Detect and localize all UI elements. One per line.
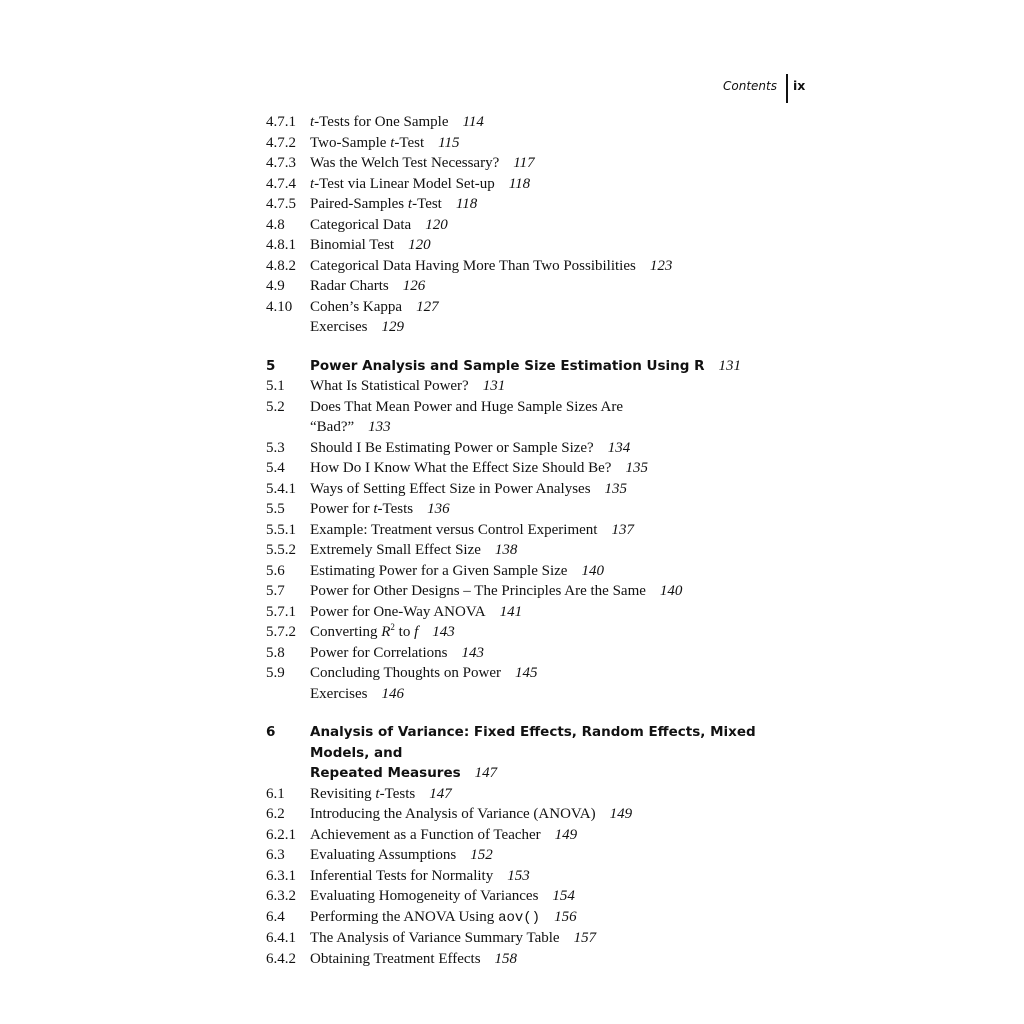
toc-entry-5-exercises[interactable] bbox=[266, 684, 786, 705]
toc-entry-6-4-2[interactable] bbox=[266, 949, 786, 970]
title-part: “Bad?” bbox=[310, 419, 355, 435]
toc-entry-number: 6.4.2 bbox=[266, 950, 296, 967]
toc-entry-title bbox=[310, 825, 786, 846]
toc-entry-5-7-1[interactable] bbox=[266, 602, 786, 623]
running-head-section: Contents bbox=[723, 79, 777, 93]
toc-entry-number: 4.10 bbox=[266, 298, 293, 315]
title-part: Paired-Samples bbox=[310, 196, 408, 212]
title-part: Binomial Test bbox=[310, 237, 395, 253]
title-part: Concluding Thoughts on Power bbox=[310, 665, 501, 681]
toc-entry-4-7-4[interactable] bbox=[266, 174, 786, 195]
toc-entry-number: 5.7.2 bbox=[266, 624, 296, 640]
toc-entry-title bbox=[310, 520, 786, 541]
toc-entry-6-4-1[interactable] bbox=[266, 928, 786, 949]
toc-entry-number: 6.1 bbox=[266, 785, 285, 802]
toc-entry-4-7-3[interactable] bbox=[266, 153, 786, 174]
toc-entry-page: 156 bbox=[554, 908, 577, 925]
toc-entry-number: 4.8.2 bbox=[266, 257, 296, 274]
title-part: Exercises bbox=[310, 319, 368, 335]
toc-entry-title bbox=[310, 784, 786, 805]
toc-entry-page: 127 bbox=[416, 298, 439, 315]
title-part: -Test bbox=[412, 196, 442, 212]
toc-entry-title bbox=[310, 215, 786, 236]
toc-entry-page: 149 bbox=[609, 806, 633, 822]
toc-entry-page: 141 bbox=[499, 603, 523, 620]
toc-entry-page: 129 bbox=[381, 319, 404, 335]
toc-entry-5-8[interactable] bbox=[266, 643, 786, 664]
title-part: Analysis of Variance: Fixed Effects, Random Effects, Mixed Models, and bbox=[310, 724, 756, 761]
toc-entry-title bbox=[310, 643, 786, 664]
toc-entry-page: 145 bbox=[514, 665, 538, 681]
toc-entry-page: 143 bbox=[432, 624, 455, 640]
toc-entry-6-4[interactable] bbox=[266, 907, 786, 929]
toc-entry-6-2[interactable] bbox=[266, 804, 786, 825]
toc-entry-page: 115 bbox=[438, 134, 460, 151]
toc-entry-page: 118 bbox=[508, 175, 531, 192]
toc-entry-title bbox=[310, 112, 786, 133]
title-part: Achievement as a Function of Teacher bbox=[310, 826, 541, 843]
toc-entry-4-8-2[interactable] bbox=[266, 256, 786, 277]
running-head-rule bbox=[786, 74, 788, 103]
title-part: Introducing the Analysis of Variance (ANOVA) bbox=[310, 806, 596, 822]
toc-entry-page: 157 bbox=[573, 930, 597, 946]
toc-entry-number: 6.2 bbox=[266, 806, 285, 822]
title-part: t bbox=[373, 501, 378, 517]
toc-entry-page: 131 bbox=[718, 357, 742, 374]
toc-entry-title bbox=[310, 845, 786, 866]
toc-entry-title bbox=[310, 684, 786, 705]
toc-entry-number: 6.4 bbox=[266, 908, 285, 925]
toc-entry-number: 5.7.1 bbox=[266, 603, 296, 620]
toc-entry-5-5-1[interactable] bbox=[266, 520, 786, 541]
toc-entry-number: 5.5.2 bbox=[266, 542, 296, 558]
toc-entry-4-7-1[interactable] bbox=[266, 112, 786, 133]
title-part: Inferential Tests for Normality bbox=[310, 867, 494, 884]
title-part: The Analysis of Variance Summary Table bbox=[310, 930, 560, 946]
toc-entry-number: 4.8 bbox=[266, 216, 285, 233]
title-part: Exercises bbox=[310, 685, 368, 702]
toc-entry-6-1[interactable] bbox=[266, 784, 786, 805]
title-part: Obtaining Treatment Effects bbox=[310, 950, 481, 967]
toc-entry-5-4-1[interactable] bbox=[266, 479, 786, 500]
title-part: t bbox=[390, 134, 395, 151]
toc-entry-number: 6.4.1 bbox=[266, 930, 296, 946]
running-head bbox=[700, 74, 804, 104]
title-part: Should I Be Estimating Power or Sample Size? bbox=[310, 439, 594, 456]
toc-entry-title bbox=[310, 663, 786, 684]
toc-entry-number: 5.5 bbox=[266, 501, 285, 517]
title-part: t bbox=[375, 785, 380, 802]
title-part: f bbox=[414, 624, 419, 640]
toc-entry-title bbox=[310, 928, 786, 949]
toc-entry-title bbox=[310, 804, 786, 825]
toc-entry-page: 147 bbox=[429, 785, 452, 802]
toc-entry-title bbox=[310, 622, 786, 643]
toc-entry-page: 131 bbox=[482, 378, 506, 394]
toc-entry-page: 138 bbox=[494, 542, 518, 558]
toc-entry-title bbox=[310, 153, 786, 174]
title-part: Example: Treatment versus Control Experiment bbox=[310, 521, 598, 538]
table-of-contents bbox=[266, 112, 786, 969]
toc-entry-6-3[interactable] bbox=[266, 845, 786, 866]
title-part: -Tests for One Sample bbox=[314, 114, 449, 130]
toc-entry-title bbox=[310, 256, 786, 277]
toc-entry-number: 6.3.1 bbox=[266, 867, 296, 884]
toc-entry-page: 135 bbox=[604, 480, 628, 497]
toc-entry-number: 4.9 bbox=[266, 278, 285, 294]
title-part: Cohen’s Kappa bbox=[310, 298, 403, 315]
toc-entry-page: 120 bbox=[408, 237, 431, 253]
title-part: to bbox=[394, 624, 415, 640]
toc-entry-5-7[interactable] bbox=[266, 581, 786, 602]
title-part: Repeated Measures bbox=[310, 765, 461, 781]
toc-entry-title bbox=[310, 866, 786, 887]
toc-entry-number: 5.3 bbox=[266, 439, 285, 456]
toc-entry-4-10[interactable] bbox=[266, 297, 786, 318]
title-part: Power Analysis and Sample Size Estimation Using R bbox=[310, 357, 705, 374]
toc-entry-6-3-1[interactable] bbox=[266, 866, 786, 887]
toc-entry-5-1[interactable] bbox=[266, 376, 786, 397]
toc-entry-number: 5.9 bbox=[266, 665, 285, 681]
toc-entry-title bbox=[310, 194, 786, 215]
toc-chapter-5[interactable] bbox=[266, 356, 786, 377]
toc-entry-title bbox=[310, 133, 786, 154]
toc-entry-5-3[interactable] bbox=[266, 438, 786, 459]
toc-entry-title bbox=[310, 438, 786, 459]
toc-entry-page: 158 bbox=[494, 950, 518, 967]
title-part: What Is Statistical Power? bbox=[310, 378, 469, 394]
toc-entry-title bbox=[310, 886, 786, 907]
toc-entry-title bbox=[310, 376, 786, 397]
title-part: Power for One-Way ANOVA bbox=[310, 603, 486, 620]
toc-entry-number: 6.2.1 bbox=[266, 826, 296, 843]
toc-entry-title bbox=[310, 317, 786, 338]
toc-entry-number: 4.7.4 bbox=[266, 175, 296, 192]
toc-entry-title bbox=[310, 297, 786, 318]
toc-entry-page: 149 bbox=[554, 826, 578, 843]
title-part: Categorical Data bbox=[310, 216, 412, 233]
toc-entry-4-9[interactable] bbox=[266, 276, 786, 297]
toc-entry-number: 5.4 bbox=[266, 460, 285, 476]
title-part: Does That Mean Power and Huge Sample Sizes Are bbox=[310, 398, 623, 415]
toc-entry-page: 143 bbox=[461, 644, 484, 661]
toc-entry-page: 152 bbox=[470, 847, 493, 863]
title-part: t bbox=[310, 175, 315, 192]
toc-chapter-number: 5 bbox=[266, 357, 276, 374]
toc-chapter-title bbox=[310, 722, 786, 784]
toc-chapter-number: 6 bbox=[266, 724, 276, 740]
title-part: Power for Correlations bbox=[310, 644, 448, 661]
superscript: 2 bbox=[390, 622, 395, 632]
toc-entry-page: 117 bbox=[513, 155, 535, 171]
toc-entry-page: 135 bbox=[625, 460, 648, 476]
title-part: Was the Welch Test Necessary? bbox=[310, 155, 500, 171]
toc-entry-4-8-1[interactable] bbox=[266, 235, 786, 256]
title-part: Ways of Setting Effect Size in Power Analyses bbox=[310, 480, 591, 497]
title-part: Two-Sample bbox=[310, 134, 391, 151]
toc-entry-4-7-2[interactable] bbox=[266, 133, 786, 154]
toc-entry-5-6[interactable] bbox=[266, 561, 786, 582]
toc-entry-number: 5.4.1 bbox=[266, 480, 296, 497]
toc-entry-5-4[interactable] bbox=[266, 458, 786, 479]
toc-entry-title bbox=[310, 907, 786, 929]
toc-entry-6-3-2[interactable] bbox=[266, 886, 786, 907]
title-part: Radar Charts bbox=[310, 278, 389, 294]
toc-entry-page: 147 bbox=[474, 765, 498, 781]
toc-entry-title bbox=[310, 581, 786, 602]
toc-entry-number: 5.5.1 bbox=[266, 521, 296, 538]
toc-entry-page: 140 bbox=[659, 583, 683, 599]
title-part: -Test via Linear Model Set-up bbox=[314, 175, 495, 192]
toc-entry-5-2[interactable] bbox=[266, 397, 786, 438]
toc-entry-number: 4.7.1 bbox=[266, 114, 296, 130]
title-part: Estimating Power for a Given Sample Size bbox=[310, 562, 568, 579]
title-part: -Test bbox=[394, 134, 425, 151]
toc-entry-number: 6.3.2 bbox=[266, 888, 296, 904]
toc-entry-page: 118 bbox=[455, 196, 478, 212]
toc-entry-4-7-5[interactable] bbox=[266, 194, 786, 215]
toc-entry-number: 5.8 bbox=[266, 644, 285, 661]
toc-chapter-title bbox=[310, 356, 786, 377]
toc-entry-page: 137 bbox=[611, 521, 634, 538]
page-number: ix bbox=[793, 78, 806, 93]
toc-entry-number: 5.2 bbox=[266, 398, 285, 415]
toc-entry-page: 114 bbox=[462, 114, 484, 130]
toc-entry-page: 120 bbox=[425, 216, 448, 233]
toc-entry-title bbox=[310, 949, 786, 970]
title-part: -Tests bbox=[377, 501, 414, 517]
title-part: t bbox=[310, 114, 315, 130]
toc-entry-5-9[interactable] bbox=[266, 663, 786, 684]
title-part: Power for Other Designs – The Principles Are the Same bbox=[310, 583, 646, 599]
toc-entry-title bbox=[310, 602, 786, 623]
toc-entry-4-exercises[interactable] bbox=[266, 317, 786, 338]
toc-entry-page: 153 bbox=[507, 867, 530, 884]
toc-chapter-6[interactable] bbox=[266, 722, 786, 784]
toc-entry-title bbox=[310, 479, 786, 500]
toc-entry-number: 5.1 bbox=[266, 378, 285, 394]
toc-entry-title bbox=[310, 499, 786, 520]
toc-entry-page: 133 bbox=[368, 419, 391, 435]
toc-entry-number: 4.7.3 bbox=[266, 155, 296, 171]
title-part: R bbox=[381, 624, 391, 640]
toc-entry-page: 140 bbox=[581, 562, 604, 579]
title-part: Revisiting bbox=[310, 785, 376, 802]
toc-entry-5-5-2[interactable] bbox=[266, 540, 786, 561]
title-part: How Do I Know What the Effect Size Should Be? bbox=[310, 460, 612, 476]
toc-entry-number: 4.7.2 bbox=[266, 134, 296, 151]
toc-entry-title bbox=[310, 276, 786, 297]
toc-entry-page: 154 bbox=[552, 888, 575, 904]
toc-entry-number: 5.6 bbox=[266, 562, 285, 579]
toc-entry-title bbox=[310, 174, 786, 195]
code-text: aov() bbox=[498, 909, 541, 926]
toc-entry-5-7-2[interactable] bbox=[266, 622, 786, 643]
toc-entry-number: 4.7.5 bbox=[266, 196, 296, 212]
title-part: t bbox=[407, 196, 413, 212]
title-part: Power for bbox=[310, 501, 374, 517]
toc-entry-number: 6.3 bbox=[266, 847, 285, 863]
toc-entry-number: 4.8.1 bbox=[266, 237, 296, 253]
toc-entry-page: 134 bbox=[607, 439, 631, 456]
title-part: -Tests bbox=[379, 785, 416, 802]
toc-entry-page: 136 bbox=[427, 501, 450, 517]
title-part: Converting bbox=[310, 624, 382, 640]
title-part: Performing the ANOVA Using bbox=[310, 908, 499, 925]
toc-entry-5-5[interactable] bbox=[266, 499, 786, 520]
toc-entry-page: 126 bbox=[402, 278, 426, 294]
toc-entry-title bbox=[310, 397, 786, 438]
title-part: Evaluating Assumptions bbox=[310, 847, 457, 863]
toc-entry-title bbox=[310, 561, 786, 582]
toc-entry-4-8[interactable] bbox=[266, 215, 786, 236]
toc-entry-6-2-1[interactable] bbox=[266, 825, 786, 846]
title-part: Extremely Small Effect Size bbox=[310, 542, 481, 558]
toc-entry-title bbox=[310, 540, 786, 561]
toc-entry-title bbox=[310, 458, 786, 479]
toc-entry-title bbox=[310, 235, 786, 256]
title-part: Evaluating Homogeneity of Variances bbox=[310, 888, 539, 904]
toc-entry-number: 5.7 bbox=[266, 583, 285, 599]
title-part: Categorical Data Having More Than Two Possibilities bbox=[310, 257, 636, 274]
toc-entry-page: 123 bbox=[649, 257, 673, 274]
toc-entry-page: 146 bbox=[381, 685, 404, 702]
